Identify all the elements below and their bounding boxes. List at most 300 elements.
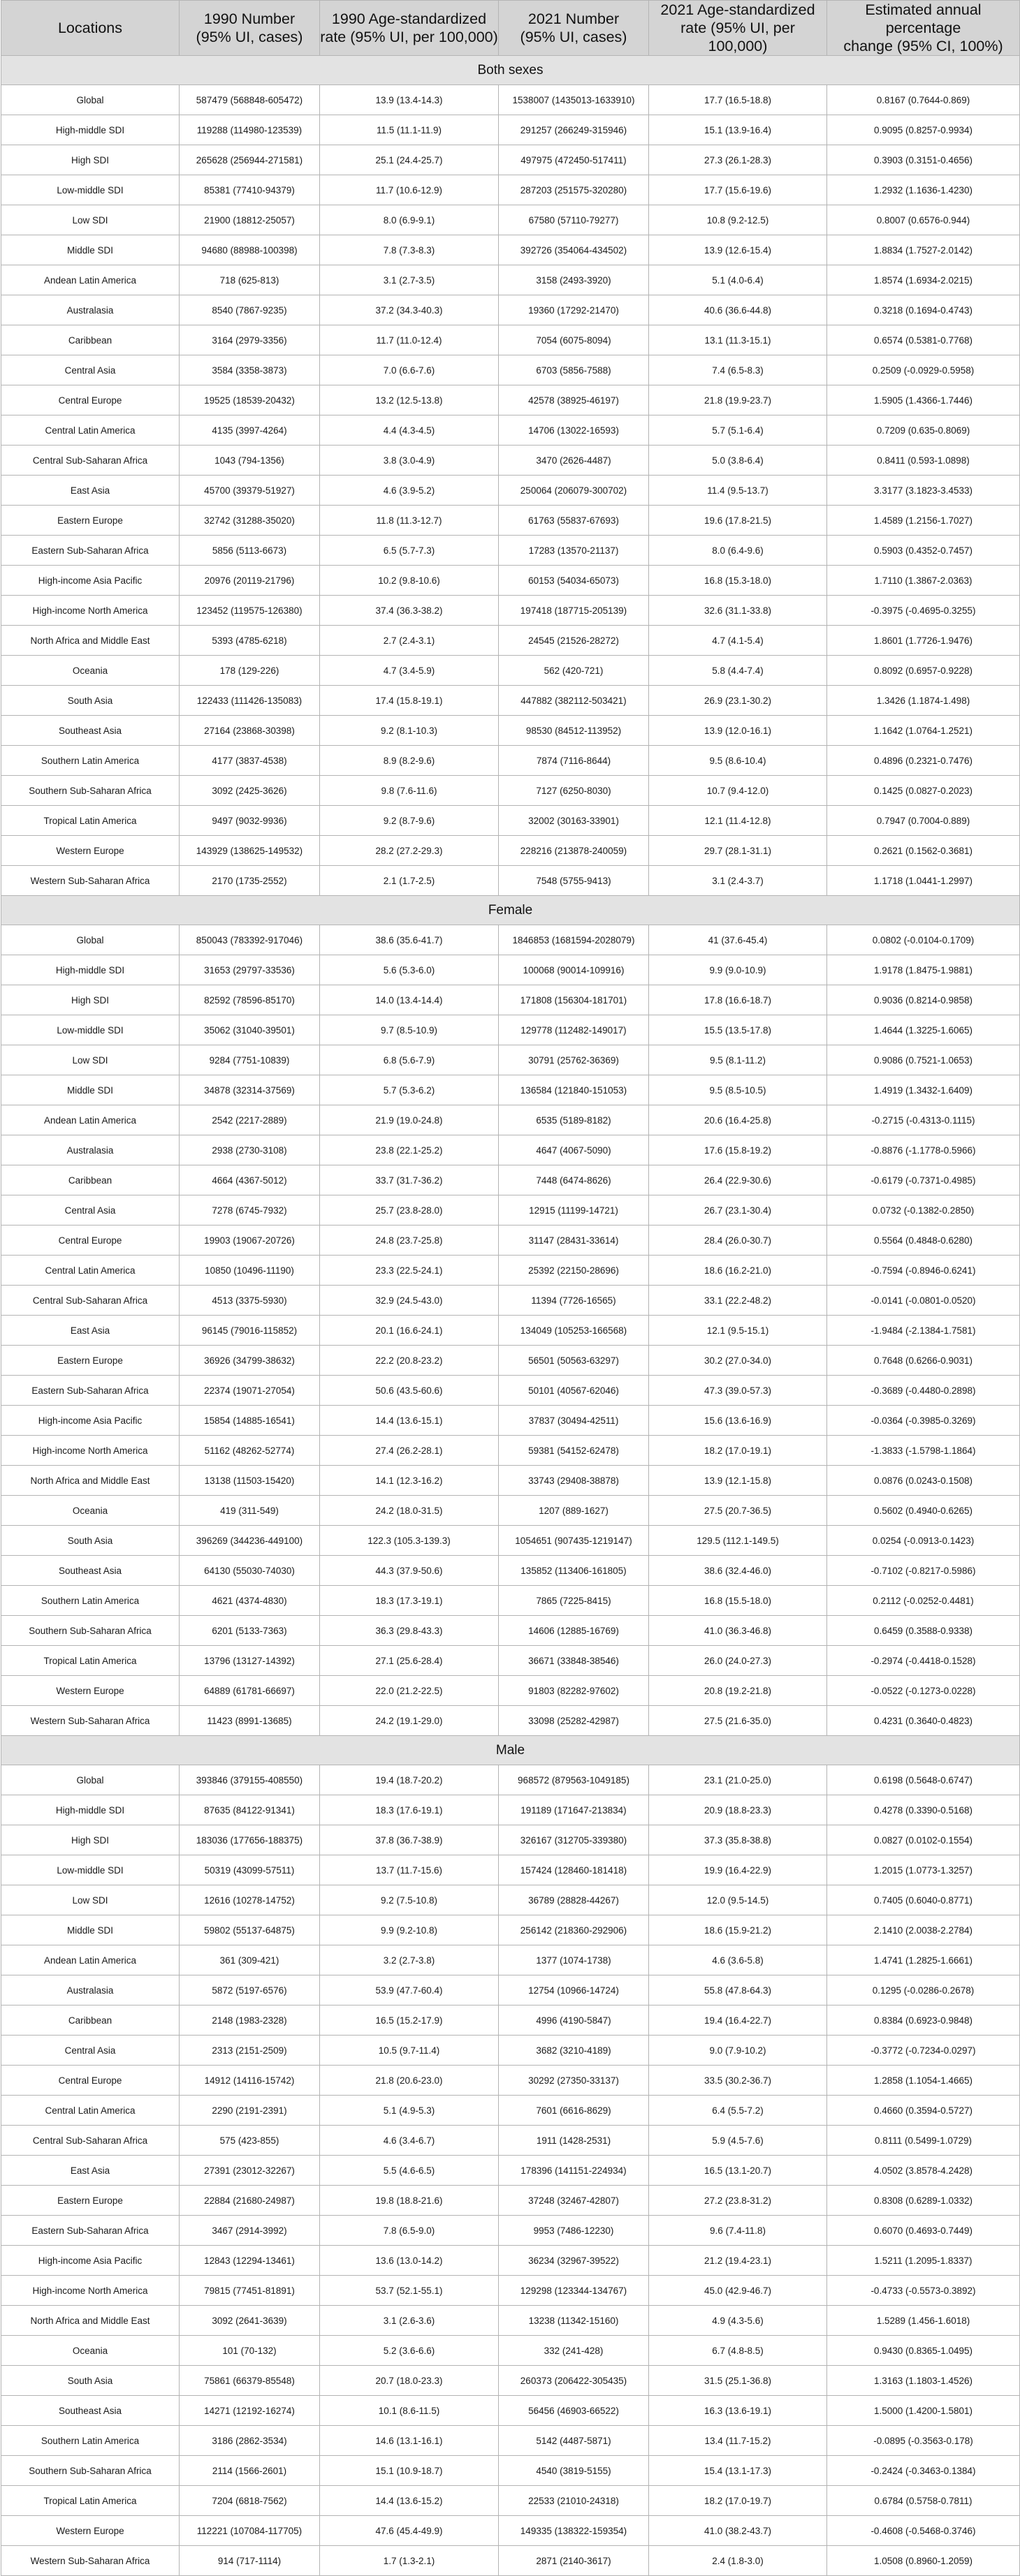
rate-1990-cell: 50.6 (43.5-60.6) [320,1376,499,1406]
table-row [1,1135,1020,1165]
eapc-cell: 4.0502 (3.8578-4.2428) [827,2156,1020,2186]
rate-2021-cell: 33.1 (22.2-48.2) [649,1286,827,1316]
eapc-cell: 0.3903 (0.3151-0.4656) [827,145,1020,175]
number-2021-cell: 968572 (879563-1049185) [499,1765,649,1795]
number-2021-cell: 24545 (21526-28272) [499,626,649,656]
number-2021-cell: 59381 (54152-62478) [499,1436,649,1466]
rate-1990-cell: 14.0 (13.4-14.4) [320,985,499,1015]
table-row [1,1586,1020,1616]
location-cell: Eastern Europe [1,2186,180,2216]
number-2021-cell: 4647 (4067-5090) [499,1135,649,1165]
number-1990-cell: 4664 (4367-5012) [180,1165,320,1195]
number-1990-cell: 9497 (9032-9936) [180,806,320,836]
rate-1990-cell: 6.5 (5.7-7.3) [320,536,499,566]
location-cell: High-income North America [1,2276,180,2306]
table-row [1,596,1020,626]
location-cell: Australasia [1,1975,180,2005]
eapc-cell: 1.8601 (1.7726-1.9476) [827,626,1020,656]
location-cell: South Asia [1,686,180,716]
rate-1990-cell: 24.2 (19.1-29.0) [320,1706,499,1736]
rate-1990-cell: 2.1 (1.7-2.5) [320,866,499,896]
eapc-cell: 0.0732 (-0.1382-0.2850) [827,1195,1020,1226]
rate-1990-cell: 8.0 (6.9-9.1) [320,205,499,235]
eapc-cell: 0.9095 (0.8257-0.9934) [827,115,1020,145]
eapc-cell: -0.6179 (-0.7371-0.4985) [827,1165,1020,1195]
rate-2021-cell: 27.5 (20.7-36.5) [649,1496,827,1526]
rate-2021-cell: 26.9 (23.1-30.2) [649,686,827,716]
number-2021-cell: 1054651 (907435-1219147) [499,1526,649,1556]
location-cell: High-middle SDI [1,1795,180,1825]
location-cell: Middle SDI [1,235,180,265]
rate-1990-cell: 2.7 (2.4-3.1) [320,626,499,656]
eapc-cell: 2.1410 (2.0038-2.2784) [827,1915,1020,1945]
number-1990-cell: 21900 (18812-25057) [180,205,320,235]
eapc-cell: 0.2509 (-0.0929-0.5958) [827,355,1020,385]
table-row [1,1105,1020,1135]
rate-2021-cell: 28.4 (26.0-30.7) [649,1226,827,1256]
eapc-cell: 3.3177 (3.1823-3.4533) [827,476,1020,506]
location-cell: Western Europe [1,1676,180,1706]
eapc-cell: 0.4278 (0.3390-0.5168) [827,1795,1020,1825]
eapc-cell: 1.8834 (1.7527-2.0142) [827,235,1020,265]
number-1990-cell: 2542 (2217-2889) [180,1105,320,1135]
eapc-cell: 1.1718 (1.0441-1.2997) [827,866,1020,896]
table-row [1,2486,1020,2516]
table-row [1,1825,1020,1855]
number-2021-cell: 56456 (46903-66522) [499,2396,649,2426]
table-row [1,2306,1020,2336]
table-row [1,2546,1020,2576]
table-row [1,1316,1020,1346]
number-2021-cell: 2871 (2140-3617) [499,2546,649,2576]
rate-1990-cell: 13.2 (12.5-13.8) [320,385,499,415]
number-1990-cell: 4135 (3997-4264) [180,415,320,446]
number-1990-cell: 22884 (21680-24987) [180,2186,320,2216]
rate-2021-cell: 8.0 (6.4-9.6) [649,536,827,566]
location-cell: High-middle SDI [1,955,180,985]
location-cell: High-middle SDI [1,115,180,145]
number-1990-cell: 31653 (29797-33536) [180,955,320,985]
rate-1990-cell: 37.4 (36.3-38.2) [320,596,499,626]
rate-1990-cell: 7.8 (7.3-8.3) [320,235,499,265]
rate-1990-cell: 14.1 (12.3-16.2) [320,1466,499,1496]
table-row [1,1346,1020,1376]
rate-2021-cell: 30.2 (27.0-34.0) [649,1346,827,1376]
eapc-cell: -0.0895 (-0.3563-0.178) [827,2426,1020,2456]
eapc-cell: 0.7648 (0.6266-0.9031) [827,1346,1020,1376]
rate-2021-cell: 19.6 (17.8-21.5) [649,506,827,536]
number-2021-cell: 7548 (5755-9413) [499,866,649,896]
number-2021-cell: 33098 (25282-42987) [499,1706,649,1736]
eapc-cell: 0.7405 (0.6040-0.8771) [827,1885,1020,1915]
number-1990-cell: 393846 (379155-408550) [180,1765,320,1795]
rate-1990-cell: 4.7 (3.4-5.9) [320,656,499,686]
number-1990-cell: 419 (311-549) [180,1496,320,1526]
number-1990-cell: 34878 (32314-37569) [180,1075,320,1105]
location-cell: Central Latin America [1,1256,180,1286]
number-2021-cell: 61763 (55837-67693) [499,506,649,536]
number-1990-cell: 64889 (61781-66697) [180,1676,320,1706]
rate-1990-cell: 9.9 (9.2-10.8) [320,1915,499,1945]
number-2021-cell: 6703 (5856-7588) [499,355,649,385]
eapc-cell: 1.2015 (1.0773-1.3257) [827,1855,1020,1885]
number-2021-cell: 332 (241-428) [499,2336,649,2366]
location-cell: Low-middle SDI [1,1855,180,1885]
table-row [1,806,1020,836]
rate-2021-cell: 20.8 (19.2-21.8) [649,1676,827,1706]
table-row [1,1075,1020,1105]
number-2021-cell: 12754 (10966-14724) [499,1975,649,2005]
rate-1990-cell: 21.9 (19.0-24.8) [320,1105,499,1135]
number-1990-cell: 3584 (3358-3873) [180,355,320,385]
rate-1990-cell: 11.7 (10.6-12.9) [320,175,499,205]
header-1990-rate: 1990 Age-standardized rate (95% UI, per 100,000) [320,1,499,56]
location-cell: Western Sub-Saharan Africa [1,866,180,896]
location-cell: Southeast Asia [1,1556,180,1586]
rate-2021-cell: 9.6 (7.4-11.8) [649,2216,827,2246]
number-2021-cell: 497975 (472450-517411) [499,145,649,175]
number-2021-cell: 98530 (84512-113952) [499,716,649,746]
table-row [1,1556,1020,1586]
rate-1990-cell: 122.3 (105.3-139.3) [320,1526,499,1556]
location-cell: Southern Latin America [1,1586,180,1616]
number-2021-cell: 91803 (82282-97602) [499,1676,649,1706]
rate-1990-cell: 20.7 (18.0-23.3) [320,2366,499,2396]
eapc-cell: 1.4644 (1.3225-1.6065) [827,1015,1020,1045]
eapc-cell: 1.0508 (0.8960-1.2059) [827,2546,1020,2576]
eapc-cell: 0.7209 (0.635-0.8069) [827,415,1020,446]
rate-2021-cell: 17.6 (15.8-19.2) [649,1135,827,1165]
location-cell: Caribbean [1,325,180,355]
number-1990-cell: 19525 (18539-20432) [180,385,320,415]
table-row [1,2366,1020,2396]
eapc-cell: 0.2621 (0.1562-0.3681) [827,836,1020,866]
eapc-cell: 0.3218 (0.1694-0.4743) [827,295,1020,325]
rate-2021-cell: 27.5 (21.6-35.0) [649,1706,827,1736]
number-1990-cell: 75861 (66379-85548) [180,2366,320,2396]
eapc-cell: 0.9036 (0.8214-0.9858) [827,985,1020,1015]
rate-1990-cell: 33.7 (31.7-36.2) [320,1165,499,1195]
eapc-cell: 0.6574 (0.5381-0.7768) [827,325,1020,355]
table-row [1,145,1020,175]
eapc-cell: 1.2858 (1.1054-1.4665) [827,2066,1020,2096]
eapc-cell: -0.4733 (-0.5573-0.3892) [827,2276,1020,2306]
number-1990-cell: 575 (423-855) [180,2126,320,2156]
number-2021-cell: 256142 (218360-292906) [499,1915,649,1945]
number-1990-cell: 27164 (23868-30398) [180,716,320,746]
number-1990-cell: 3467 (2914-3992) [180,2216,320,2246]
number-2021-cell: 197418 (187715-205139) [499,596,649,626]
number-1990-cell: 96145 (79016-115852) [180,1316,320,1346]
rate-1990-cell: 5.5 (4.6-6.5) [320,2156,499,2186]
location-cell: East Asia [1,1316,180,1346]
number-1990-cell: 13796 (13127-14392) [180,1646,320,1676]
rate-1990-cell: 11.5 (11.1-11.9) [320,115,499,145]
rate-1990-cell: 11.7 (11.0-12.4) [320,325,499,355]
table-row [1,2426,1020,2456]
number-1990-cell: 87635 (84122-91341) [180,1795,320,1825]
number-1990-cell: 2148 (1983-2328) [180,2005,320,2036]
location-cell: Andean Latin America [1,1105,180,1135]
rate-2021-cell: 9.9 (9.0-10.9) [649,955,827,985]
rate-2021-cell: 18.2 (17.0-19.1) [649,1436,827,1466]
rate-1990-cell: 3.1 (2.7-3.5) [320,265,499,295]
table-row [1,1045,1020,1075]
rate-1990-cell: 4.4 (4.3-4.5) [320,415,499,446]
rate-1990-cell: 27.4 (26.2-28.1) [320,1436,499,1466]
rate-2021-cell: 12.1 (9.5-15.1) [649,1316,827,1346]
rate-1990-cell: 14.6 (13.1-16.1) [320,2426,499,2456]
rate-2021-cell: 21.2 (19.4-23.1) [649,2246,827,2276]
number-2021-cell: 25392 (22150-28696) [499,1256,649,1286]
eapc-cell: -0.7102 (-0.8217-0.5986) [827,1556,1020,1586]
table-row [1,656,1020,686]
table-row [1,355,1020,385]
number-2021-cell: 31147 (28431-33614) [499,1226,649,1256]
table-row [1,776,1020,806]
rate-1990-cell: 13.7 (11.7-15.6) [320,1855,499,1885]
number-1990-cell: 5393 (4785-6218) [180,626,320,656]
eapc-cell: 0.0827 (0.0102-0.1554) [827,1825,1020,1855]
number-2021-cell: 134049 (105253-166568) [499,1316,649,1346]
table-row [1,415,1020,446]
location-cell: Central Europe [1,2066,180,2096]
rate-1990-cell: 22.0 (21.2-22.5) [320,1676,499,1706]
location-cell: Central Sub-Saharan Africa [1,2126,180,2156]
number-2021-cell: 3158 (2493-3920) [499,265,649,295]
table-row [1,1436,1020,1466]
location-cell: Eastern Europe [1,1346,180,1376]
location-cell: Eastern Sub-Saharan Africa [1,2216,180,2246]
eapc-cell: 1.5211 (1.2095-1.8337) [827,2246,1020,2276]
number-2021-cell: 36789 (28828-44267) [499,1885,649,1915]
location-cell: Eastern Sub-Saharan Africa [1,1376,180,1406]
number-2021-cell: 37837 (30494-42511) [499,1406,649,1436]
location-cell: East Asia [1,476,180,506]
eapc-cell: -0.2715 (-0.4313-0.1115) [827,1105,1020,1135]
number-1990-cell: 13138 (11503-15420) [180,1466,320,1496]
location-cell: Global [1,925,180,955]
number-2021-cell: 5142 (4487-5871) [499,2426,649,2456]
table-row [1,566,1020,596]
number-1990-cell: 82592 (78596-85170) [180,985,320,1015]
number-1990-cell: 396269 (344236-449100) [180,1526,320,1556]
location-cell: Caribbean [1,1165,180,1195]
rate-1990-cell: 53.7 (52.1-55.1) [320,2276,499,2306]
number-1990-cell: 183036 (177656-188375) [180,1825,320,1855]
rate-1990-cell: 10.1 (8.6-11.5) [320,2396,499,2426]
table-row [1,836,1020,866]
number-1990-cell: 22374 (19071-27054) [180,1376,320,1406]
rate-2021-cell: 21.8 (19.9-23.7) [649,385,827,415]
table-row [1,1015,1020,1045]
number-1990-cell: 35062 (31040-39501) [180,1015,320,1045]
rate-2021-cell: 40.6 (36.6-44.8) [649,295,827,325]
number-2021-cell: 30791 (25762-36369) [499,1045,649,1075]
eapc-cell: 1.5000 (1.4200-1.5801) [827,2396,1020,2426]
eapc-cell: 1.4919 (1.3432-1.6409) [827,1075,1020,1105]
location-cell: North Africa and Middle East [1,1466,180,1496]
location-cell: Andean Latin America [1,1945,180,1975]
rate-1990-cell: 3.2 (2.7-3.8) [320,1945,499,1975]
rate-2021-cell: 9.5 (8.5-10.5) [649,1075,827,1105]
rate-1990-cell: 9.2 (8.1-10.3) [320,716,499,746]
rate-2021-cell: 19.9 (16.4-22.9) [649,1855,827,1885]
location-cell: Southeast Asia [1,2396,180,2426]
rate-1990-cell: 7.8 (6.5-9.0) [320,2216,499,2246]
number-2021-cell: 1538007 (1435013-1633910) [499,85,649,115]
eapc-cell: -0.2424 (-0.3463-0.1384) [827,2456,1020,2486]
section-header-row [1,56,1020,85]
rate-1990-cell: 5.7 (5.3-6.2) [320,1075,499,1105]
eapc-cell: 0.8308 (0.6289-1.0332) [827,2186,1020,2216]
rate-1990-cell: 4.6 (3.9-5.2) [320,476,499,506]
number-1990-cell: 64130 (55030-74030) [180,1556,320,1586]
location-cell: Central Latin America [1,415,180,446]
table-row [1,476,1020,506]
rate-2021-cell: 17.8 (16.6-18.7) [649,985,827,1015]
header-row [1,1,1020,56]
rate-1990-cell: 53.9 (47.7-60.4) [320,1975,499,2005]
number-2021-cell: 7448 (6474-8626) [499,1165,649,1195]
location-cell: Southern Sub-Saharan Africa [1,776,180,806]
location-cell: Andean Latin America [1,265,180,295]
eapc-cell: 0.6198 (0.5648-0.6747) [827,1765,1020,1795]
location-cell: Southeast Asia [1,716,180,746]
eapc-cell: 1.5905 (1.4366-1.7446) [827,385,1020,415]
number-1990-cell: 2938 (2730-3108) [180,1135,320,1165]
number-2021-cell: 42578 (38925-46197) [499,385,649,415]
table-body [1,56,1020,2576]
table-row [1,686,1020,716]
number-1990-cell: 12843 (12294-13461) [180,2246,320,2276]
number-1990-cell: 265628 (256944-271581) [180,145,320,175]
rate-2021-cell: 41 (37.6-45.4) [649,925,827,955]
rate-2021-cell: 3.1 (2.4-3.7) [649,866,827,896]
rate-1990-cell: 25.7 (23.8-28.0) [320,1195,499,1226]
number-2021-cell: 17283 (13570-21137) [499,536,649,566]
rate-1990-cell: 9.2 (7.5-10.8) [320,1885,499,1915]
location-cell: Western Sub-Saharan Africa [1,2546,180,2576]
number-1990-cell: 9284 (7751-10839) [180,1045,320,1075]
table-row [1,2156,1020,2186]
rate-2021-cell: 37.3 (35.8-38.8) [649,1825,827,1855]
location-cell: High-income Asia Pacific [1,2246,180,2276]
number-1990-cell: 14912 (14116-15742) [180,2066,320,2096]
number-2021-cell: 171808 (156304-181701) [499,985,649,1015]
rate-2021-cell: 26.4 (22.9-30.6) [649,1165,827,1195]
rate-2021-cell: 13.9 (12.6-15.4) [649,235,827,265]
table-row [1,1915,1020,1945]
header-eapc: Estimated annual percentage change (95% CI, 100%) [827,1,1020,56]
number-2021-cell: 4996 (4190-5847) [499,2005,649,2036]
table-row [1,716,1020,746]
rate-2021-cell: 5.8 (4.4-7.4) [649,656,827,686]
number-2021-cell: 56501 (50563-63297) [499,1346,649,1376]
rate-1990-cell: 14.4 (13.6-15.1) [320,1406,499,1436]
eapc-cell: 0.5602 (0.4940-0.6265) [827,1496,1020,1526]
location-cell: Australasia [1,1135,180,1165]
header-locations: Locations [1,1,180,56]
location-cell: Low SDI [1,1885,180,1915]
eapc-cell: -0.7594 (-0.8946-0.6241) [827,1256,1020,1286]
eapc-cell: 1.5289 (1.456-1.6018) [827,2306,1020,2336]
number-1990-cell: 14271 (12192-16274) [180,2396,320,2426]
number-2021-cell: 33743 (29408-38878) [499,1466,649,1496]
table-row [1,1226,1020,1256]
rate-2021-cell: 29.7 (28.1-31.1) [649,836,827,866]
rate-2021-cell: 19.4 (16.4-22.7) [649,2005,827,2036]
eapc-cell: -0.3772 (-0.7234-0.0297) [827,2036,1020,2066]
number-1990-cell: 2290 (2191-2391) [180,2096,320,2126]
table-row [1,746,1020,776]
table-row [1,115,1020,145]
rate-1990-cell: 13.9 (13.4-14.3) [320,85,499,115]
number-1990-cell: 2313 (2151-2509) [180,2036,320,2066]
rate-1990-cell: 25.1 (24.4-25.7) [320,145,499,175]
rate-1990-cell: 10.2 (9.8-10.6) [320,566,499,596]
rate-2021-cell: 17.7 (15.6-19.6) [649,175,827,205]
number-1990-cell: 5856 (5113-6673) [180,536,320,566]
number-2021-cell: 50101 (40567-62046) [499,1376,649,1406]
number-1990-cell: 6201 (5133-7363) [180,1616,320,1646]
table-row [1,1376,1020,1406]
rate-1990-cell: 20.1 (16.6-24.1) [320,1316,499,1346]
location-cell: Southern Sub-Saharan Africa [1,1616,180,1646]
location-cell: High-income Asia Pacific [1,1406,180,1436]
rate-2021-cell: 10.7 (9.4-12.0) [649,776,827,806]
location-cell: High SDI [1,1825,180,1855]
rate-2021-cell: 16.8 (15.5-18.0) [649,1586,827,1616]
rate-2021-cell: 4.7 (4.1-5.4) [649,626,827,656]
rate-1990-cell: 44.3 (37.9-50.6) [320,1556,499,1586]
rate-1990-cell: 5.6 (5.3-6.0) [320,955,499,985]
location-cell: Tropical Latin America [1,806,180,836]
rate-2021-cell: 4.9 (4.3-5.6) [649,2306,827,2336]
eapc-cell: 0.8007 (0.6576-0.944) [827,205,1020,235]
number-2021-cell: 157424 (128460-181418) [499,1855,649,1885]
rate-1990-cell: 5.1 (4.9-5.3) [320,2096,499,2126]
rate-1990-cell: 18.3 (17.3-19.1) [320,1586,499,1616]
number-2021-cell: 6535 (5189-8182) [499,1105,649,1135]
table-row [1,2516,1020,2546]
location-cell: North Africa and Middle East [1,2306,180,2336]
rate-1990-cell: 3.8 (3.0-4.9) [320,446,499,476]
table-row [1,1616,1020,1646]
location-cell: Caribbean [1,2005,180,2036]
table-row [1,536,1020,566]
number-2021-cell: 135852 (113406-161805) [499,1556,649,1586]
rate-2021-cell: 5.1 (4.0-6.4) [649,265,827,295]
number-2021-cell: 136584 (121840-151053) [499,1075,649,1105]
location-cell: Central Europe [1,1226,180,1256]
number-1990-cell: 3092 (2425-3626) [180,776,320,806]
rate-2021-cell: 41.0 (36.3-46.8) [649,1616,827,1646]
rate-2021-cell: 13.4 (11.7-15.2) [649,2426,827,2456]
number-2021-cell: 392726 (354064-434502) [499,235,649,265]
rate-2021-cell: 12.0 (9.5-14.5) [649,1885,827,1915]
number-2021-cell: 1207 (889-1627) [499,1496,649,1526]
table-row [1,1975,1020,2005]
location-cell: Oceania [1,1496,180,1526]
table-row [1,1765,1020,1795]
rate-2021-cell: 15.6 (13.6-16.9) [649,1406,827,1436]
location-cell: Western Europe [1,2516,180,2546]
table-row [1,2336,1020,2366]
number-1990-cell: 19903 (19067-20726) [180,1226,320,1256]
number-1990-cell: 79815 (77451-81891) [180,2276,320,2306]
rate-2021-cell: 5.0 (3.8-6.4) [649,446,827,476]
